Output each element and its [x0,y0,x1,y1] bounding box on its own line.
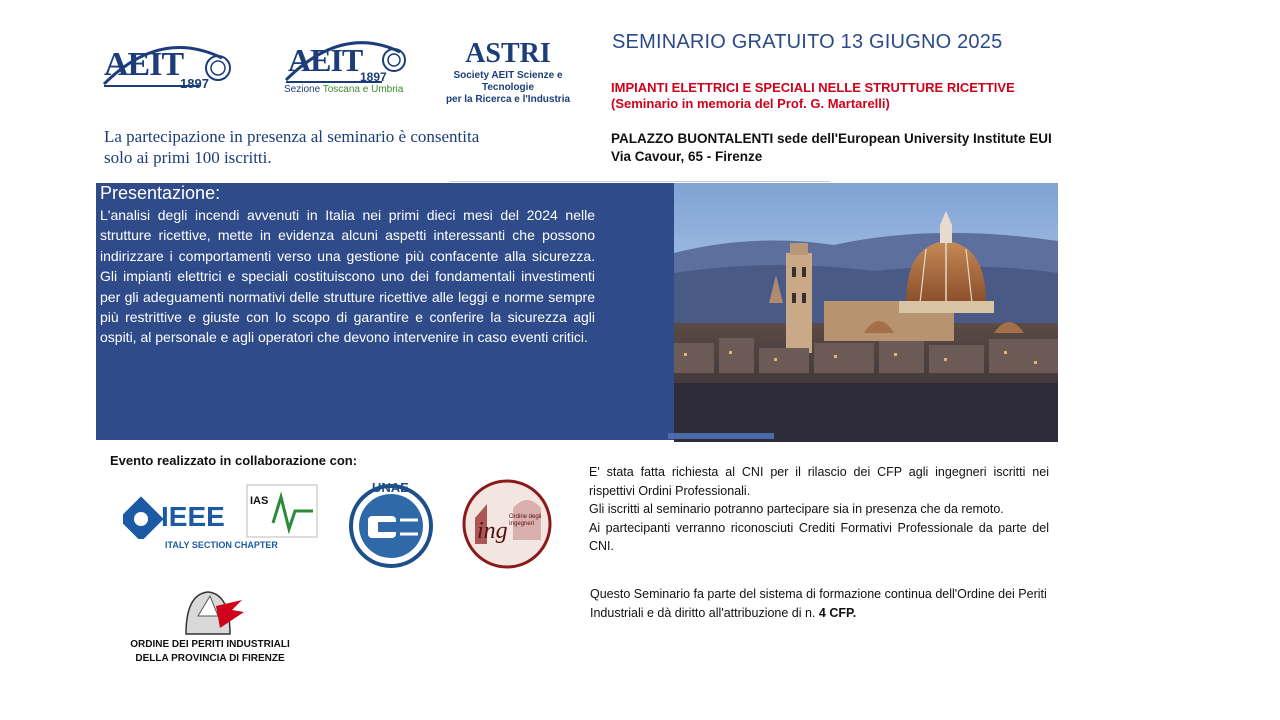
page-title: SEMINARIO GRATUITO 13 GIUGNO 2025 [612,31,1003,53]
periti-info [590,585,1052,622]
aeit-logo-year: 1897 [180,76,209,91]
attendance-notice-line1: La partecipazione in presenza al seminario è consentita [104,127,480,146]
unae-logo [348,476,434,570]
attendance-text: Gli iscritti al seminario potranno partecipare sia in presenza che da remoto. [589,502,1004,516]
venue [611,130,1052,166]
astri-logo-title: ASTRI [465,38,551,69]
venue-line2: Via Cavour, 65 - Firenze [611,149,763,164]
astri-logo-line2: per la Ricerca e l'Industria [445,94,571,105]
venue-line1: PALAZZO BUONTALENTI sede dell'European University Institute EUI [611,131,1052,146]
seminar-subtitle-line1: IMPIANTI ELETTRICI E SPECIALI NELLE STRUTTURE RICETTIVE [611,80,1015,95]
aeit-toscana-logo-subtitle: Sezione Toscana e Umbria [284,84,404,95]
header-divider [450,181,830,182]
presentation-title: Presentazione: [100,183,221,203]
ordine-ingegneri-logo [461,478,553,570]
photo-underline [668,433,774,439]
ieee-logo [123,483,319,553]
svg-text:ing: ing [477,518,508,544]
aeit-toscana-logo [282,30,417,96]
cfp-request-text: E' stata fatta richiesta al CNI per il rilascio dei CFP agli ingegneri iscritti nei rispettivi Ordini Professionali. [589,465,1049,498]
collaboration-label: Evento realizzato in collaborazione con: [110,453,358,468]
astri-logo-line1: Society AEIT Scienze e Tecnologie [453,70,563,93]
credits-text: Ai partecipanti verranno riconosciuti Crediti Formativi Professionale da parte del CNI. [589,520,1049,553]
ordine-periti-label [110,638,310,666]
ordine-ingegneri-logo-word: Ordine degli Ingegneri [509,514,542,527]
presentation-body: L'analisi degli incendi avvenuti in Italia nei primi dieci mesi del 2024 nelle strutture ricettive, mette in evidenza alcuni aspetti interessanti che possono indirizzare i comportamenti verso una gestione più confacente alla sicurezza. Gli impianti elettrici e speciali costituiscono uno dei fondamentali investimenti per gli adeguamenti normativi delle strutture ricettive alle leggi e norme sempre più restrittive e giuste con lo scopo di garantire e conferire la sicurezza agli ospiti, al personale e agli operatori che devono intervenire in caso eventi critici. [100,207,595,346]
aeit-toscana-logo-year: 1897 [360,70,387,84]
ordine-periti-label-line1: ORDINE DEI PERITI INDUSTRIALI [130,639,290,650]
aeit-toscana-logo-word: AEIT [288,42,363,78]
ordine-periti-logo [178,586,248,638]
florence-photo [674,183,1058,442]
unae-logo-word: UNAE [372,480,409,495]
ias-logo-word: IAS [250,495,269,507]
aeit-logo [100,34,240,94]
aeit-logo-word: AEIT [104,46,184,83]
ieee-logo-caption: ITALY SECTION CHAPTER [165,540,278,550]
attendance-notice [104,126,479,168]
periti-info-text: Questo Seminario fa parte del sistema di formazione continua dell'Ordine dei Periti Industriali e dà diritto all'attribuzione di n. [590,587,1047,620]
attendance-notice-line2: solo ai primi 100 iscritti. [104,148,272,167]
astri-logo [432,38,584,106]
seminar-subtitle-line2: (Seminario in memoria del Prof. G. Martarelli) [611,96,890,111]
periti-cfp-count: 4 CFP. [818,605,857,620]
presentation-panel [96,183,674,440]
seminar-subtitle [611,80,1015,112]
ordine-periti-label-line2: DELLA PROVINCIA DI FIRENZE [135,653,285,664]
ieee-logo-word: IEEE [161,501,225,532]
cfp-info [589,463,1049,556]
